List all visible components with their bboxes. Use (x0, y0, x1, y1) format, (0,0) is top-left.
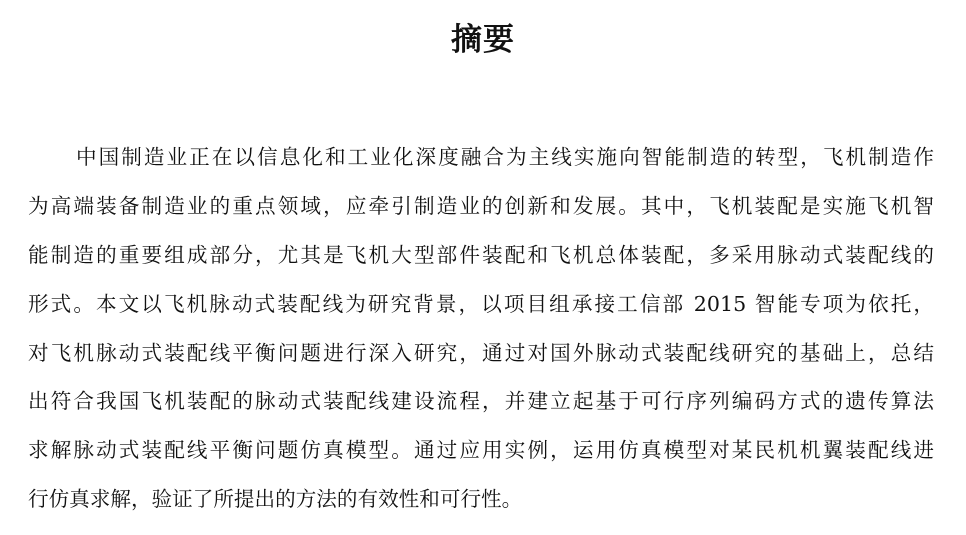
abstract-line: 对飞机脉动式装配线平衡问题进行深入研究，通过对国外脉动式装配线研究的基础上，总结 (28, 340, 934, 365)
abstract-paragraph (28, 133, 934, 524)
abstract-line: 求解脉动式装配线平衡问题仿真模型。通过应用实例，运用仿真模型对某民机机翼装配线进 (28, 438, 934, 463)
abstract-line: 行仿真求解，验证了所提出的方法的有效性和可行性。 (28, 487, 523, 512)
abstract-line: 为高端装备制造业的重点领域，应牵引制造业的创新和发展。其中，飞机装配是实施飞机智 (28, 193, 934, 218)
abstract-heading: 摘要 (451, 22, 515, 58)
abstract-line: 中国制造业正在以信息化和工业化深度融合为主线实施向智能制造的转型，飞机制造作 (76, 145, 934, 169)
abstract-line: 出符合我国飞机装配的脉动式装配线建设流程，并建立起基于可行序列编码方式的遗传算法 (28, 389, 934, 414)
abstract-line: 形式。本文以飞机脉动式装配线为研究背景，以项目组承接工信部 2015 智能专项为依托， (28, 291, 934, 316)
abstract-line: 能制造的重要组成部分，尤其是飞机大型部件装配和飞机总体装配，多采用脉动式装配线的 (28, 242, 934, 267)
